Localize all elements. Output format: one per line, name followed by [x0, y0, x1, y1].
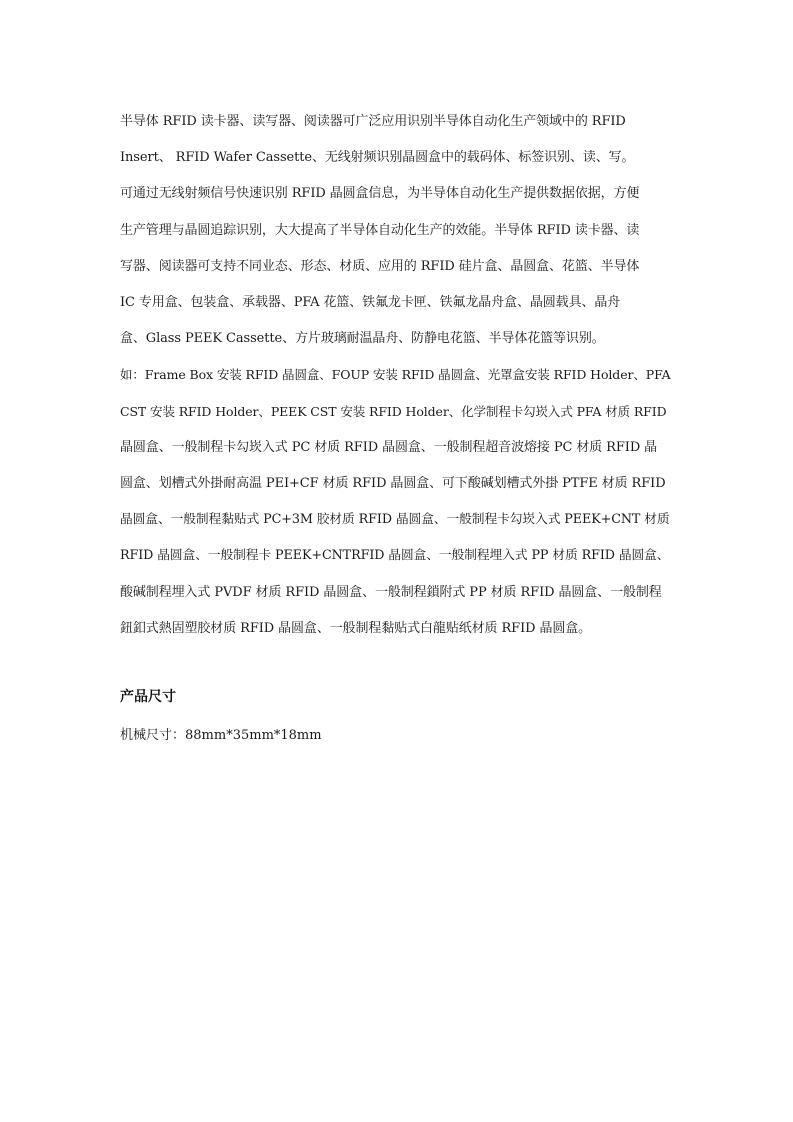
mechanical-size-spec: 机械尺寸：88mm*35mm*18mm: [120, 728, 322, 743]
paragraph-line: 如：Frame Box 安装 RFID 晶圆盒、FOUP 安装 RFID 晶圆盒、光罩盒安装 RFID Holder、PFA: [120, 367, 671, 383]
paragraph-line: 半导体 RFID 读卡器、读写器、阅读器可广泛应用识别半导体自动化生产领域中的 RFID: [120, 114, 626, 129]
paragraph-line: 圆盒、划槽式外掛耐高温 PEI+CF 材质 RFID 晶圆盒、可下酸碱划槽式外掛 PTFE 材质 RFID: [120, 476, 666, 492]
paragraph-line: 晶圆盒、一般制程黏贴式 PC+3M 胶材质 RFID 晶圆盒、一般制程卡勾崁入式 PEEK+CNT 材质: [120, 512, 670, 528]
paragraph-line: 酸碱制程埋入式 PVDF 材质 RFID 晶圆盒、一般制程鎖附式 PP 材质 RFID 晶圆盒、一般制程: [120, 584, 662, 600]
examples-paragraph: [120, 357, 676, 647]
paragraph-line: 可通过无线射频信号快速识别 RFID 晶圆盒信息，为半导体自动化生产提供数据依据，方便: [120, 186, 640, 202]
section-heading-product-size: 产品尺寸: [120, 689, 176, 705]
paragraph-line: 晶圆盒、一般制程卡勾崁入式 PC 材质 RFID 晶圆盒、一般制程超音波熔接 PC 材质 RFID 晶: [120, 439, 658, 455]
paragraph-line: 鈕釦式熱固塑胶材质 RFID 晶圆盒、一般制程黏贴式白龍贴纸材质 RFID 晶圆盒。: [120, 620, 592, 636]
document-body: [120, 104, 676, 647]
paragraph-line: CST 安装 RFID Holder、PEEK CST 安装 RFID Holder、化学制程卡勾崁入式 PFA 材质 RFID: [120, 403, 667, 419]
paragraph-line: IC 专用盒、包装盒、承载器、PFA 花篮、铁氟龙卡匣、铁氟龙晶舟盒、晶圆载具、晶舟: [120, 295, 621, 311]
paragraph-line: 写器、阅读器可支持不同业态、形态、材质、应用的 RFID 硅片盒、晶圆盒、花篮、半导体: [120, 258, 640, 274]
paragraph-line: RFID 晶圆盒、一般制程卡 PEEK+CNTRFID 晶圆盒、一般制程埋入式 PP 材质 RFID 晶圆盒、: [120, 548, 670, 564]
paragraph-line: 生产管理与晶圆追踪识别，大大提高了半导体自动化生产的效能。半导体 RFID 读卡器、读: [120, 222, 640, 238]
paragraph-line: Insert、 RFID Wafer Cassette、无线射频识别晶圆盒中的载码体、标签识别、读、写。: [120, 150, 635, 166]
intro-paragraph: [120, 104, 676, 357]
paragraph-line: 盒、Glass PEEK Cassette、方片玻璃耐温晶舟、防静电花篮、半导体花篮等识别。: [120, 331, 605, 347]
